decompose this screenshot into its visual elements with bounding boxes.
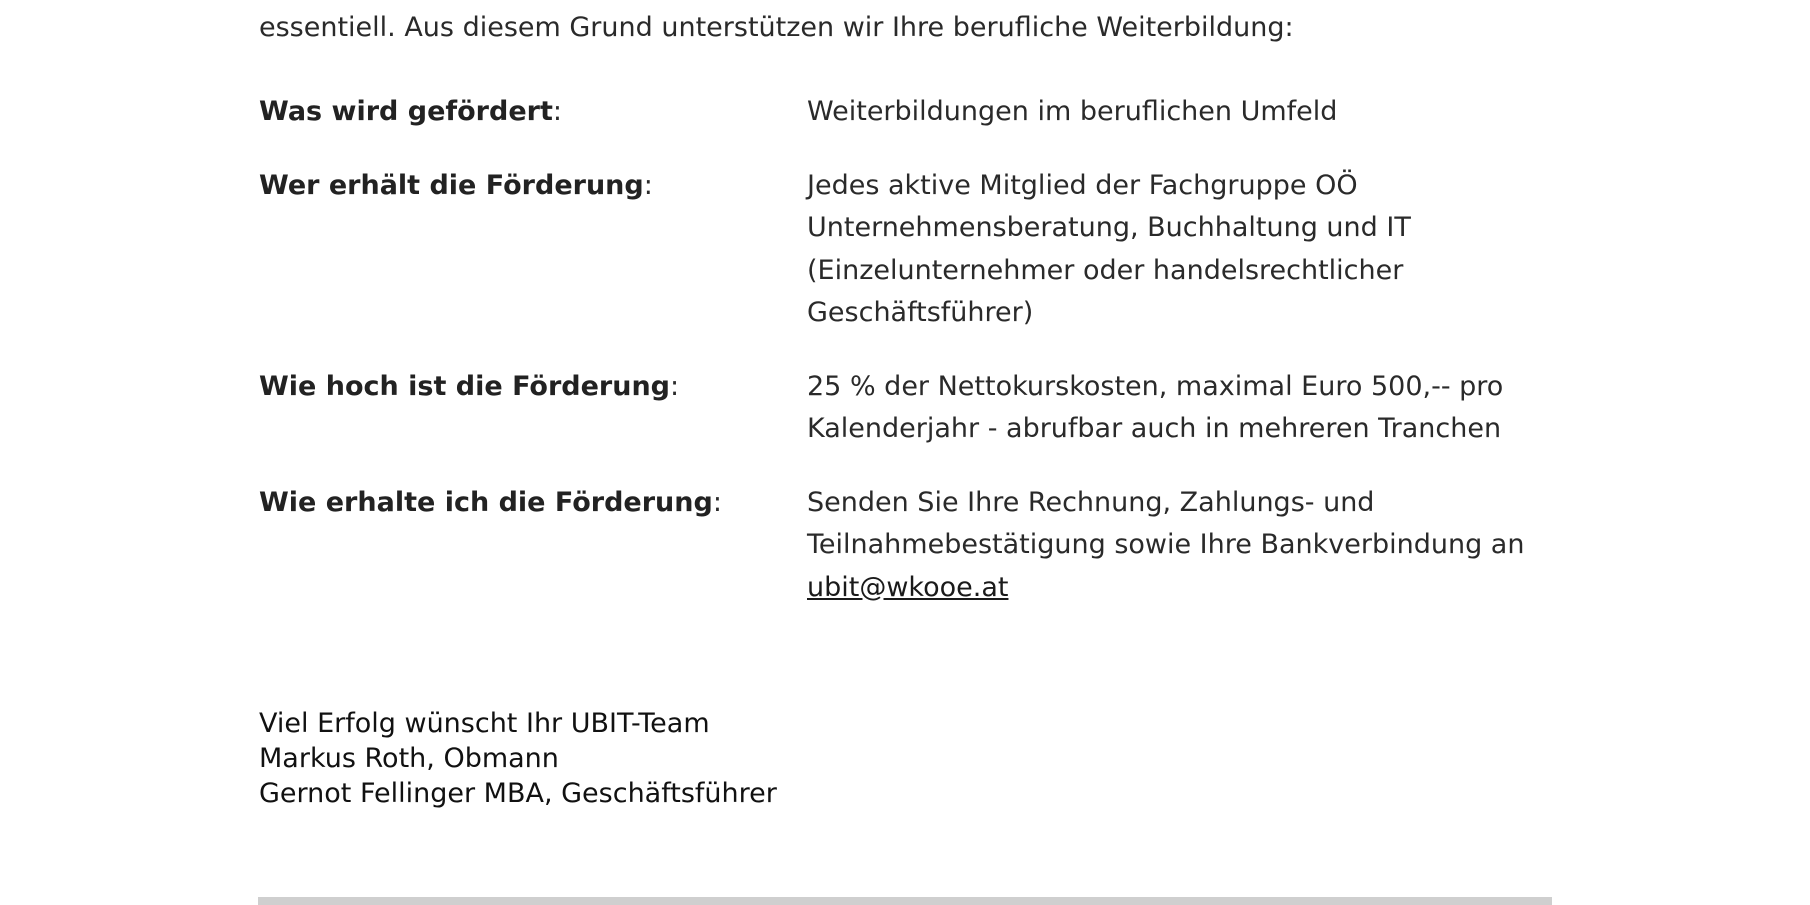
detail-row-how <box>259 482 1559 610</box>
detail-value-line: Jedes aktive Mitglied der Fachgruppe OÖ <box>807 169 1358 201</box>
signature-chair: Markus Roth, Obmann <box>259 743 559 774</box>
detail-value-line: Unternehmensberatung, Buchhaltung und IT <box>807 212 1411 243</box>
detail-row-what <box>259 91 1559 134</box>
detail-value <box>807 165 1559 335</box>
detail-label: Was wird gefördert: <box>259 96 562 127</box>
footer-divider <box>258 897 1552 905</box>
detail-value <box>807 91 1559 134</box>
signature-director: Gernot Fellinger MBA, Geschäftsführer <box>259 778 777 809</box>
detail-value-line: (Einzelunternehmer oder handelsrechtlicher <box>807 254 1404 286</box>
intro-paragraph: essentiell. Aus diesem Grund unterstützen wir Ihre berufliche Weiterbildung: <box>259 12 1294 43</box>
detail-label: Wie hoch ist die Förderung: <box>259 370 680 402</box>
detail-value-line: Senden Sie Ihre Rechnung, Zahlungs- und <box>807 486 1375 518</box>
detail-value-line: Geschäftsführer) <box>807 297 1034 328</box>
detail-row-who <box>259 165 1559 335</box>
email-link[interactable]: ubit@wkooe.at <box>807 571 1009 603</box>
detail-row-amount <box>259 366 1559 451</box>
detail-value-line: Weiterbildungen im beruflichen Umfeld <box>807 96 1338 127</box>
detail-value <box>807 366 1559 451</box>
detail-label: Wer erhält die Förderung: <box>259 169 653 201</box>
signature-greeting: Viel Erfolg wünscht Ihr UBIT-Team <box>259 708 710 739</box>
detail-label: Wie erhalte ich die Förderung: <box>259 486 722 518</box>
detail-value-line: Teilnahmebestätigung sowie Ihre Bankverbindung an <box>807 529 1525 560</box>
detail-value <box>807 482 1559 610</box>
detail-value-line: 25 % der Nettokurskosten, maximal Euro 500,-- pro <box>807 370 1504 402</box>
funding-details <box>259 91 1559 609</box>
detail-value-line: Kalenderjahr - abrufbar auch in mehreren Tranchen <box>807 413 1502 444</box>
signature-block <box>259 706 777 811</box>
